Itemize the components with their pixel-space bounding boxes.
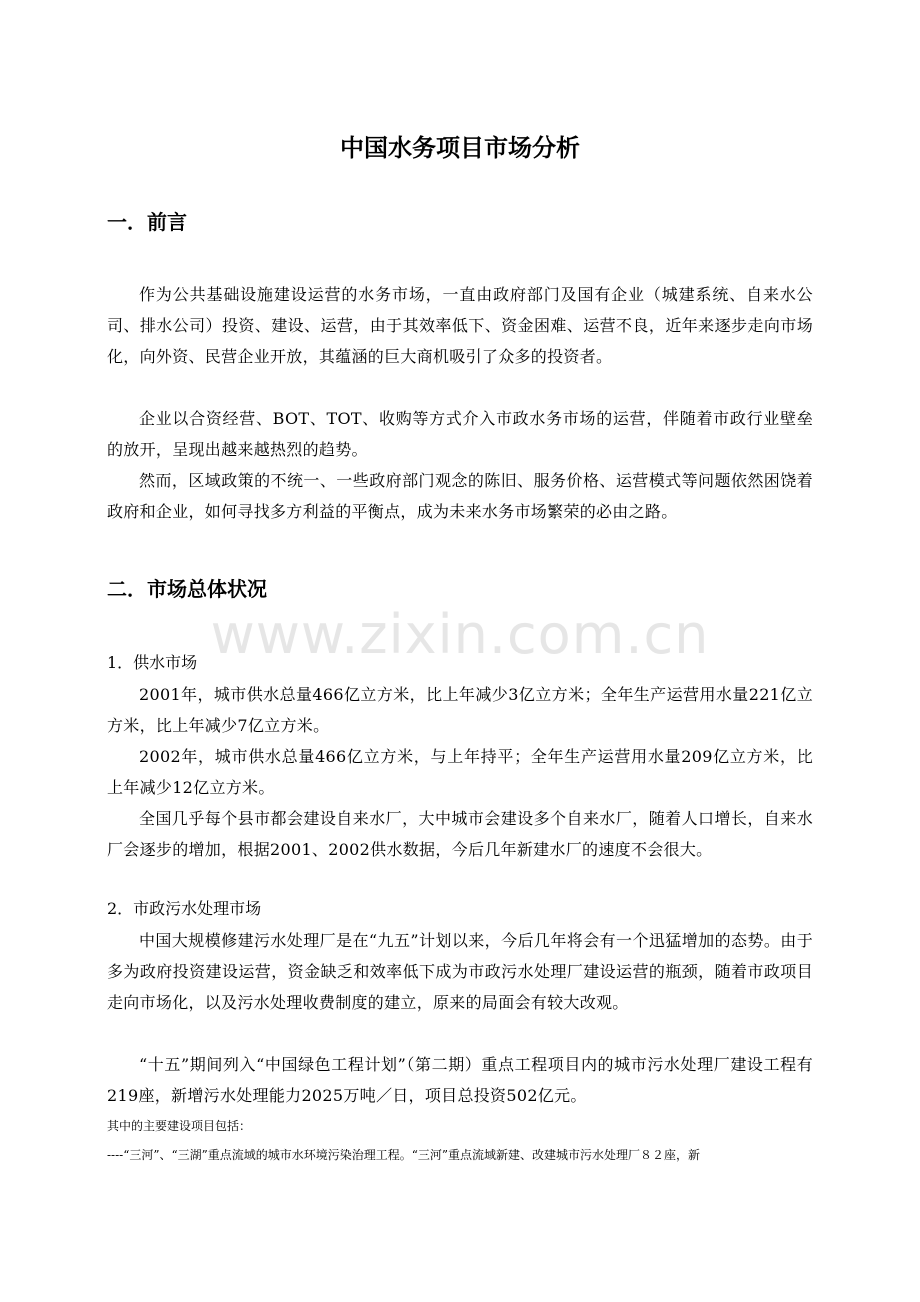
sewage-paragraph-2: “十五”期间列入“中国绿色工程计划”（第二期）重点工程项目内的城市污水处理厂建设工程有219座，新增污水处理能力2025万吨／日，项目总投资502亿元。 [107, 1055, 813, 1105]
projects-list-item: ----“三河”、“三湖”重点流域的城市水环境污染治理工程。“三河”重点流域新建、改建城市污水处理厂８２座，新 [107, 1148, 701, 1162]
sewage-paragraph-1: 中国大规模修建污水处理厂是在“九五”计划以来，今后几年将会有一个迅猛增加的态势。由于多为政府投资建设运营，资金缺乏和效率低下成为市政污水处理厂建设运营的瓶颈，随着市政项目走向市场化，以及污水处理收费制度的建立，原来的局面会有较大改观。 [107, 931, 813, 1012]
section-heading-market-overview: 二．市场总体状况 [107, 577, 267, 601]
document-title: 中国水务项目市场分析 [340, 134, 580, 162]
preface-paragraph-2: 企业以合资经营、BOT、TOT、收购等方式介入市政水务市场的运营，伴随着市政行业壁垒的放开，呈现出越来越热烈的趋势。 [107, 409, 813, 459]
water-supply-paragraph-1: 2001年，城市供水总量466亿立方米，比上年减少3亿立方米；全年生产运营用水量221亿立方米，比上年减少7亿立方米。 [107, 685, 813, 735]
subsection-heading-sewage-treatment: 2．市政污水处理市场 [107, 899, 262, 918]
preface-paragraph-3: 然而，区域政策的不统一、一些政府部门观念的陈旧、服务价格、运营模式等问题依然困饶着政府和企业，如何寻找多方利益的平衡点，成为未来水务市场繁荣的必由之路。 [107, 471, 813, 521]
subsection-heading-water-supply: 1．供水市场 [107, 653, 198, 672]
watermark-text: www.zixin.com.cn [210, 603, 710, 666]
section-heading-preface: 一．前言 [107, 210, 187, 234]
water-supply-paragraph-2: 2002年，城市供水总量466亿立方米，与上年持平；全年生产运营用水量209亿立方米，比上年减少12亿立方米。 [107, 747, 813, 797]
water-supply-paragraph-3: 全国几乎每个县市都会建设自来水厂，大中城市会建设多个自来水厂，随着人口增长，自来水厂会逐步的增加，根据2001、2002供水数据，今后几年新建水厂的速度不会很大。 [107, 809, 813, 859]
preface-paragraph-1: 作为公共基础设施建设运营的水务市场，一直由政府部门及国有企业（城建系统、自来水公司、排水公司）投资、建设、运营，由于其效率低下、资金困难、运营不良，近年来逐步走向市场化，向外资、民营企业开放，其蕴涵的巨大商机吸引了众多的投资者。 [107, 285, 813, 366]
projects-intro-note: 其中的主要建设项目包括： [107, 1119, 252, 1133]
